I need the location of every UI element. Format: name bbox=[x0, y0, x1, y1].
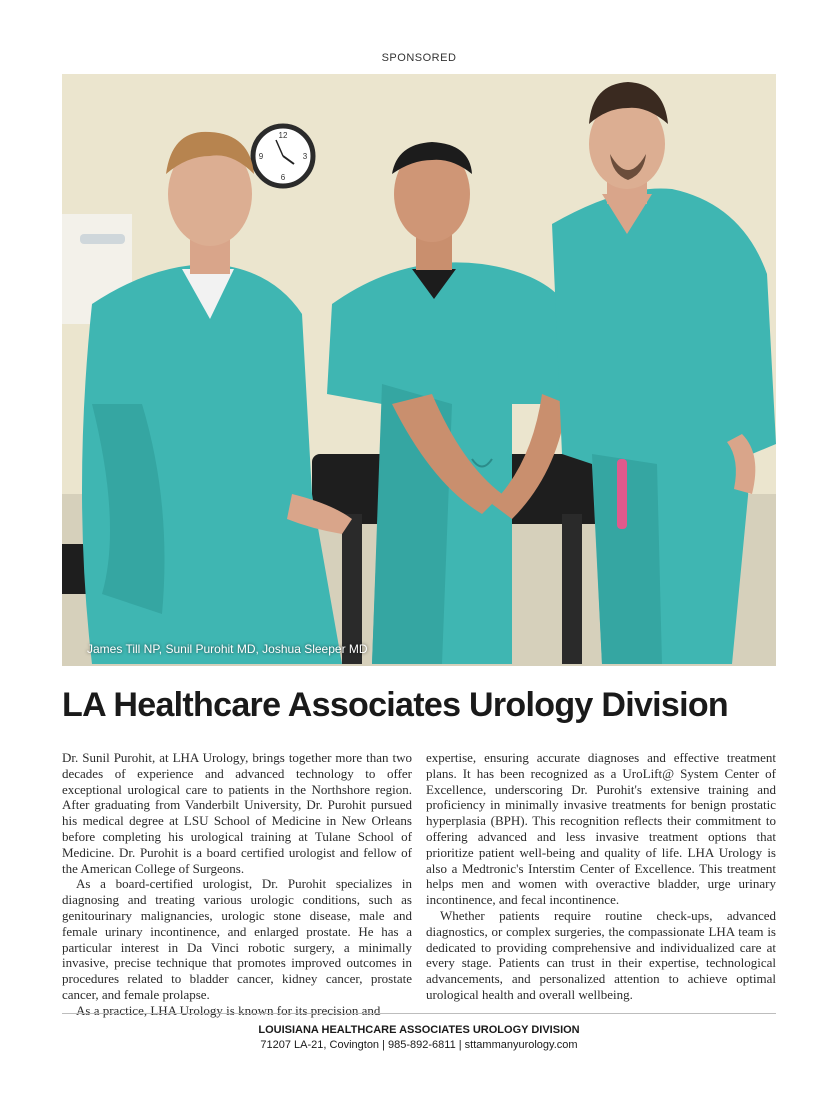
wall-clock bbox=[253, 126, 313, 186]
article-body bbox=[62, 750, 776, 1019]
clock-numeral-6: 6 bbox=[280, 173, 286, 182]
paragraph-practice: As a practice, LHA Urology is known for its precision and bbox=[76, 1002, 381, 1018]
paragraph-specialties: As a board-certified urologist, Dr. Purohit specializes in diagnosing and treating various urologic conditions, such as genitourinary malignancies, urologic stone disease, male and female urinary incontinence, and enlarged prostate. He has a particular interest in Da Vinci robotic surgery, a minimally invasive, precise technique that promotes improved outcomes in procedures related to bladder cancer, kidney cancer, prostate cancer, and female prolapse. bbox=[62, 876, 412, 1002]
paragraph-intro: Dr. Sunil Purohit, at LHA Urology, brings together more than two decades of experience and advanced technology to offer exceptional urological care to patients in the Northshore region. After graduating from Vanderbilt University, Dr. Purohit pursued his medical degree at LSU School of Medicine in New Orleans before completing his urological training at Tulane School of Medicine. Dr. Purohit is a board certified urologist and fellow of the American College of Surgeons. bbox=[62, 750, 412, 876]
article-headline: LA Healthcare Associates Urology Division bbox=[62, 686, 728, 724]
footer-divider bbox=[62, 1013, 776, 1014]
article-column-left bbox=[62, 750, 412, 1019]
clock-numeral-9: 9 bbox=[258, 152, 264, 161]
staff-photo-illustration bbox=[62, 74, 776, 666]
sponsored-label: SPONSORED bbox=[381, 52, 457, 64]
clock-numeral-3: 3 bbox=[302, 152, 308, 161]
paragraph-recognition: expertise, ensuring accurate diagnoses and effective treatment plans. It has been recognized as a UroLift@ System Center of Excellence, underscoring Dr. Purohit's extensive training and proficiency in minimally invasive treatments for benign prostatic hyperplasia (BPH). This recognition reflects their commitment to offering advanced and less invasive treatment options that prioritize patient well-being and quality of life. LHA Urology is also a Medtronic's Interstim Center of Excellence. This treatment helps men and women with overactive bladder, urge urinary incontinence, and fecal incontinence. bbox=[426, 750, 776, 908]
photo-caption: James Till NP, Sunil Purohit MD, Joshua Sleeper MD bbox=[87, 642, 368, 656]
clock-numeral-12: 12 bbox=[278, 131, 288, 140]
article-column-right bbox=[426, 750, 776, 1019]
footer-title: LOUISIANA HEALTHCARE ASSOCIATES UROLOGY DIVISION bbox=[258, 1024, 580, 1036]
footer-contact: 71207 LA-21, Covington | 985-892-6811 | sttammanyurology.com bbox=[260, 1039, 578, 1051]
paragraph-closing: Whether patients require routine check-ups, advanced diagnostics, or complex surgeries, the compassionate LHA team is dedicated to providing comprehensive and individualized care at every stage. Patients can trust in their expertise, technological advancements, and personalized attention to achieve optimal urological health and overall wellbeing. bbox=[426, 907, 776, 1002]
staff-photo bbox=[62, 74, 776, 666]
